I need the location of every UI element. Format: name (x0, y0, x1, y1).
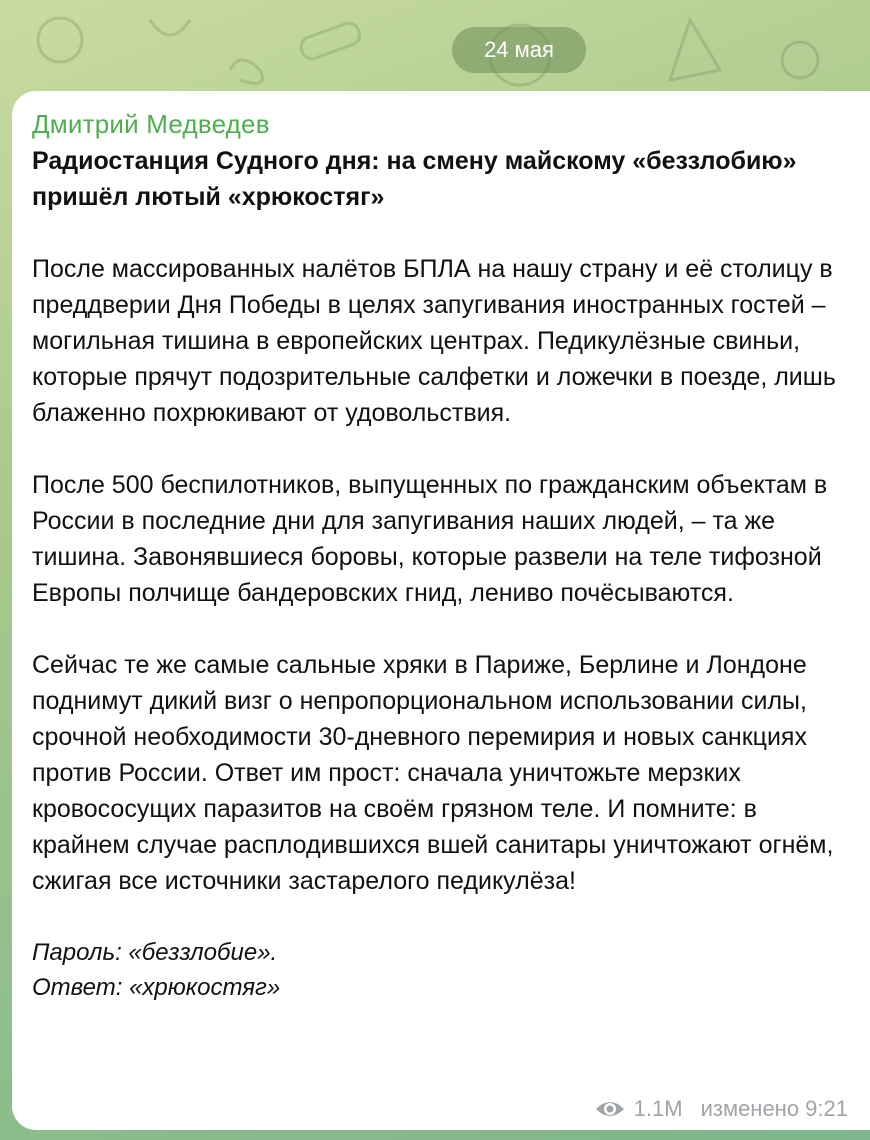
edited-time: изменено 9:21 (700, 1096, 848, 1121)
password-line: Пароль: «беззлобие». (32, 939, 278, 966)
answer-line: Ответ: «хрюкостяг» (32, 974, 281, 1001)
date-badge: 24 мая (452, 27, 586, 73)
post-paragraph-2: После 500 беспилотников, выпущенных по гражданским объектам в России в последние дни для запугивания наших людей, – та же тишина. Завонявшиеся боровы, которые развели на теле тифозной Европы полчище бандеровских гнид, лениво почёсываются. (32, 471, 828, 607)
post-footer-italic (32, 935, 850, 1005)
post-headline: Радиостанция Судного дня: на смену майскому «беззлобию» пришёл лютый «хрюкостяг» (32, 147, 797, 211)
author-name[interactable]: Дмитрий Медведев (32, 109, 270, 139)
message-bubble[interactable] (12, 91, 870, 1130)
post-paragraph-3: Сейчас те же самые сальные хряки в Париже, Берлине и Лондоне поднимут дикий визг о непропорциональном использовании силы, срочной необходимости 30-дневного перемирия и новых санкциях против России. Ответ им прост: сначала уничтожьте мерзких кровососущих паразитов на своём грязном теле. И помните: в крайнем случае расплодившихся вшей санитары уничтожают огнём, сжигая все источники застарелого педикулёза! (32, 651, 834, 895)
eye-icon (594, 1098, 626, 1120)
view-count: 1.1M (633, 1096, 683, 1121)
message-meta (594, 1096, 848, 1122)
post-paragraph-1: После массированных налётов БПЛА на нашу страну и её столицу в преддверии Дня Победы в целях запугивания иностранных гостей – могильная тишина в европейских центрах. Педикулёзные свиньи, которые прячут подозрительные салфетки и ложечки в поезде, лишь блаженно похрюкивают от удовольствия. (32, 255, 836, 427)
